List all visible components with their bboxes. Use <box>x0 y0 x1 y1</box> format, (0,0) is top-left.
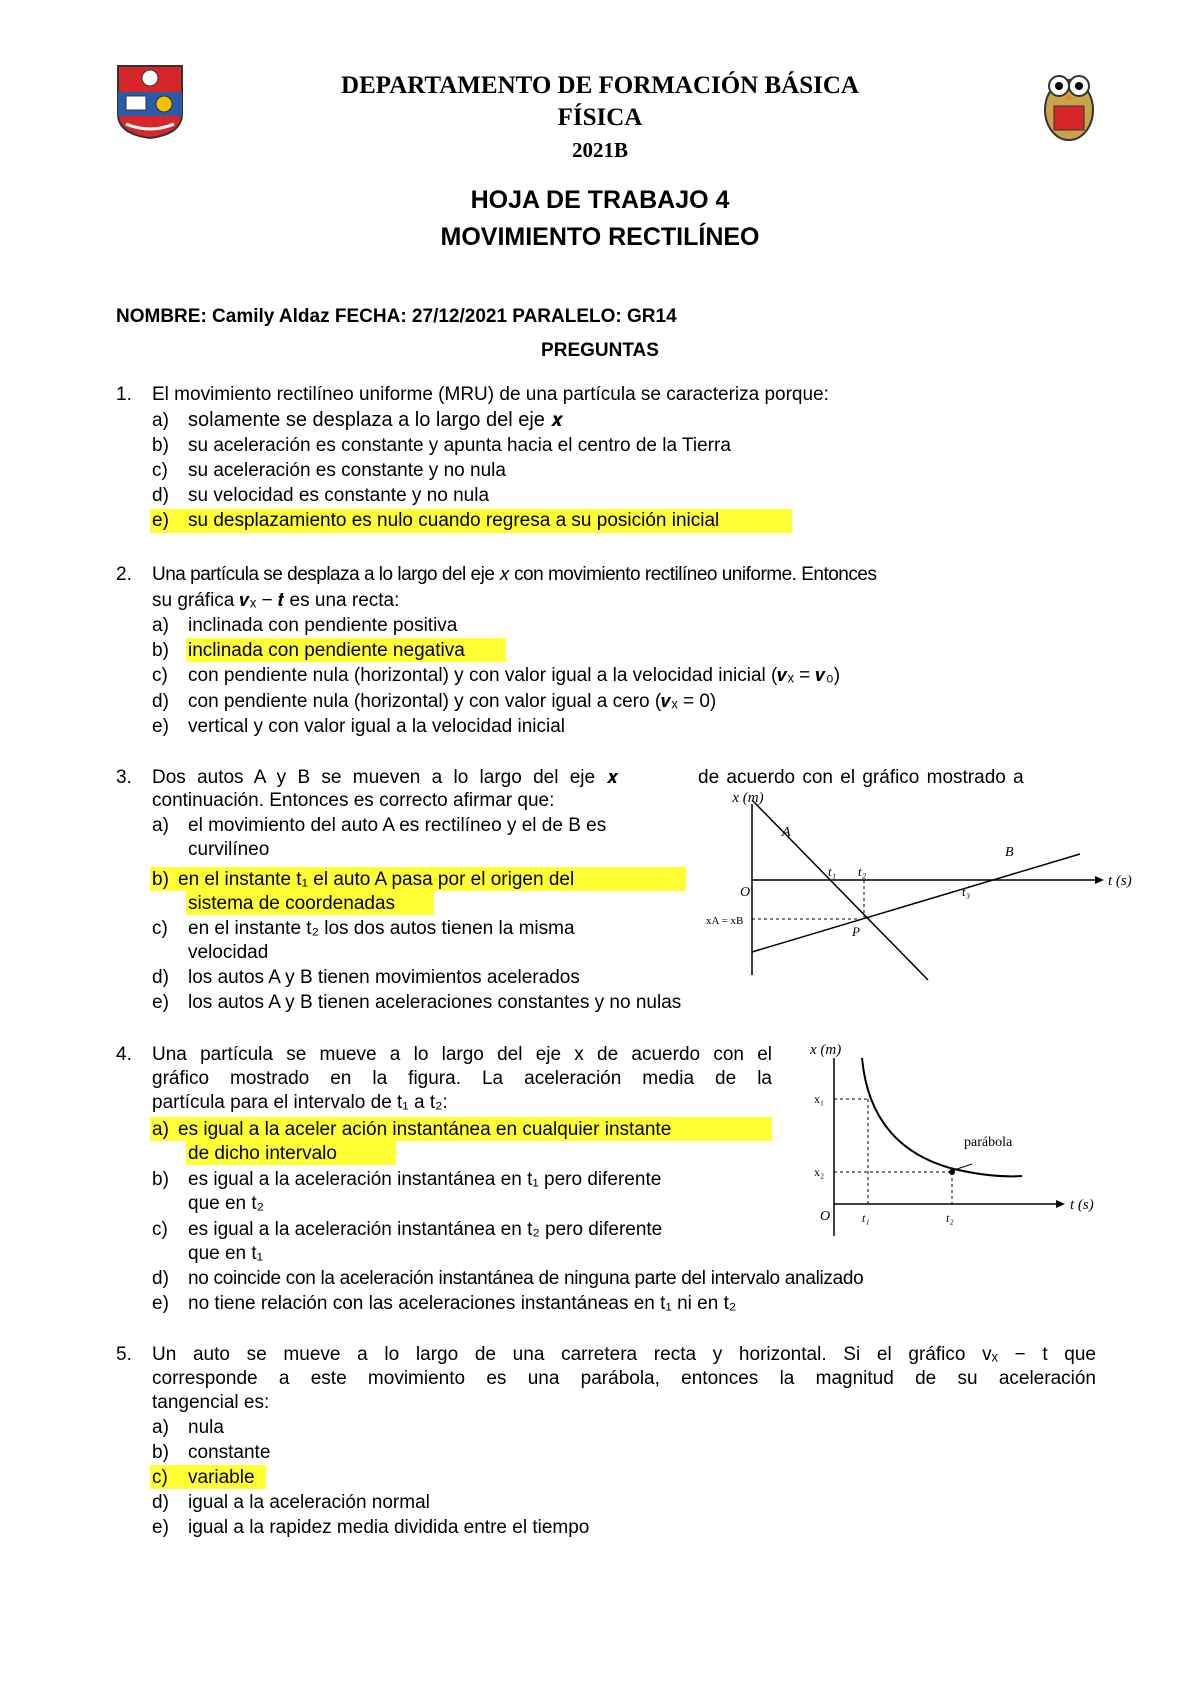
q3-option-d-label: d) <box>152 967 169 988</box>
q2-option-b-label: b) <box>152 640 169 661</box>
q3-line-b <box>752 854 1080 952</box>
q3-label-a: A <box>782 825 791 840</box>
q4-number: 4. <box>116 1044 132 1065</box>
section-heading: PREGUNTAS <box>541 340 659 361</box>
q4-option-c-label: c) <box>152 1219 168 1240</box>
q1-option-e: su desplazamiento es nulo cuando regresa a su posición inicial <box>188 510 720 531</box>
q3-line-a <box>752 800 928 980</box>
q3-text-line1b: de acuerdo con el gráfico mostrado a <box>698 767 1024 788</box>
q1-option-d-label: d) <box>152 485 169 506</box>
q4-option-a: es igual a la aceler ación instantánea en cualquier instante <box>178 1119 672 1140</box>
q1-option-e-label: e) <box>152 510 169 531</box>
q3-t2-label: t₂ <box>858 864 867 879</box>
q3-option-b: en el instante t₁ el auto A pasa por el origen del <box>178 869 575 890</box>
q3-option-c-cont: velocidad <box>188 942 269 963</box>
q2-text-line2: su gráfica 𝒗ₓ − 𝒕 es una recta: <box>152 590 400 611</box>
q4-option-b: es igual a la aceleración instantánea en t₁ pero diferente <box>188 1169 662 1190</box>
q3-option-b-label: b) <box>152 869 169 890</box>
q5-option-a: nula <box>188 1417 224 1438</box>
q3-origin-label: O <box>740 885 751 900</box>
subject-heading: FÍSICA <box>557 104 643 131</box>
q2-number: 2. <box>116 564 132 585</box>
q3-option-c: en el instante t₂ los dos autos tienen la misma <box>188 918 575 939</box>
q3-option-c-label: c) <box>152 918 168 939</box>
q4-text-line2: gráfico mostrado en la figura. La aceleración media de la <box>152 1068 772 1089</box>
q4-parabola-curve <box>862 1058 1022 1176</box>
q5-text-line2: corresponde a este movimiento es una parábola, entonces la magnitud de su aceleración <box>152 1368 1096 1389</box>
q3-option-b-cont: sistema de coordenadas <box>188 893 396 914</box>
q3-t3-label: t₃ <box>962 884 971 899</box>
q4-t1-label: t₁ <box>862 1211 870 1225</box>
q5-option-a-label: a) <box>152 1417 169 1438</box>
q2-option-c-label: c) <box>152 665 168 686</box>
q1-option-d: su velocidad es constante y no nula <box>188 485 490 506</box>
q3-option-a-cont: curvilíneo <box>188 839 270 860</box>
q5-option-b-label: b) <box>152 1442 169 1463</box>
q4-option-d: no coincide con la aceleración instantánea de ninguna parte del intervalo analizado <box>188 1268 864 1289</box>
q4-option-a-label: a) <box>152 1119 169 1140</box>
q4-option-c-cont: que en t₁ <box>188 1243 264 1264</box>
q3-t1-label: t₁ <box>828 864 837 879</box>
q2-option-b: inclinada con pendiente negativa <box>188 640 465 661</box>
q5-option-e-label: e) <box>152 1517 169 1538</box>
q1-number: 1. <box>116 384 132 405</box>
q3-text-line2: continuación. Entonces es correcto afirmar que: <box>152 790 555 811</box>
q3-number: 3. <box>116 767 132 788</box>
q5-option-c-label: c) <box>152 1467 168 1488</box>
q4-origin-label: O <box>820 1209 831 1224</box>
q5-number: 5. <box>116 1344 132 1365</box>
department-heading: DEPARTAMENTO DE FORMACIÓN BÁSICA <box>341 72 859 99</box>
q3-x-axis-label: t (s) <box>1108 873 1132 889</box>
q5-option-d: igual a la aceleración normal <box>188 1492 430 1513</box>
q4-option-b-cont: que en t₂ <box>188 1193 265 1214</box>
q5-option-d-label: d) <box>152 1492 169 1513</box>
q4-y-axis-label: x (m) <box>810 1042 842 1058</box>
q4-x2-label: x₂ <box>814 1165 825 1179</box>
q3-option-a: el movimiento del auto A es rectilíneo y el de B es <box>188 815 607 836</box>
q4-t2-label: t₂ <box>946 1211 954 1225</box>
q2-option-c: con pendiente nula (horizontal) y con valor igual a la velocidad inicial (𝒗ₓ = 𝒗₀) <box>188 665 841 686</box>
q4-option-c: es igual a la aceleración instantánea en t₂ pero diferente <box>188 1219 663 1240</box>
worksheet-subtitle: MOVIMIENTO RECTILÍNEO <box>440 223 760 251</box>
q2-option-e-label: e) <box>152 716 169 737</box>
q4-x-axis-arrow <box>1056 1200 1065 1208</box>
q4-curve-pointer <box>954 1164 972 1170</box>
q2-option-d-label: d) <box>152 691 169 712</box>
q1-text: El movimiento rectilíneo uniforme (MRU) de una partícula se caracteriza porque: <box>152 384 829 405</box>
q4-text-line1: Una partícula se mueve a lo largo del eje x de acuerdo con el <box>152 1044 772 1065</box>
q2-text-line1: Una partícula se desplaza a lo largo del eje 𝑥 con movimiento rectilíneo uniforme. Entonces <box>152 564 877 585</box>
q1-option-b-label: b) <box>152 435 169 456</box>
q2-option-d: con pendiente nula (horizontal) y con valor igual a cero (𝒗ₓ = 0) <box>188 691 717 712</box>
q5-option-e: igual a la rapidez media dividida entre el tiempo <box>188 1517 590 1538</box>
q3-option-a-label: a) <box>152 815 169 836</box>
q5-text-line1: Un auto se mueve a lo largo de una carretera recta y horizontal. Si el gráfico vₓ − t que <box>152 1344 1096 1365</box>
q5-option-b: constante <box>188 1442 271 1463</box>
q3-text-line1a: Dos autos A y B se mueven a lo largo del eje 𝒙 <box>152 767 619 788</box>
q3-xab-label: xA = xB <box>706 915 744 927</box>
q2-option-a-label: a) <box>152 615 169 636</box>
worksheet-title: HOJA DE TRABAJO 4 <box>470 186 730 214</box>
q2-option-a: inclinada con pendiente positiva <box>188 615 458 636</box>
q3-option-d: los autos A y B tienen movimientos acelerados <box>188 967 580 988</box>
q5-text-line3: tangencial es: <box>152 1392 270 1413</box>
q4-option-e: no tiene relación con las aceleraciones instantáneas en t₁ ni en t₂ <box>188 1293 737 1314</box>
q1-option-c-label: c) <box>152 460 168 481</box>
q3-option-e-label: e) <box>152 992 169 1013</box>
q4-option-d-label: d) <box>152 1268 169 1289</box>
q1-option-a: solamente se desplaza a lo largo del eje 𝒙 <box>188 409 564 431</box>
q4-option-a-cont: de dicho intervalo <box>188 1143 337 1164</box>
q1-option-b: su aceleración es constante y apunta hacia el centro de la Tierra <box>188 435 731 456</box>
q4-option-e-label: e) <box>152 1293 169 1314</box>
q4-x-axis-label: t (s) <box>1070 1197 1094 1213</box>
q3-label-b: B <box>1005 845 1014 860</box>
q3-position-time-graph <box>700 790 1132 980</box>
q3-y-axis-label: x (m) <box>732 790 764 806</box>
q4-option-b-label: b) <box>152 1169 169 1190</box>
q3-p-label: P <box>852 924 860 939</box>
q1-option-c: su aceleración es constante y no nula <box>188 460 506 481</box>
q2-option-e: vertical y con valor igual a la velocidad inicial <box>188 716 566 737</box>
q5-option-c: variable <box>188 1467 255 1488</box>
q4-x1-label: x₁ <box>814 1092 825 1106</box>
q1-option-a-label: a) <box>152 410 169 431</box>
term-heading: 2021B <box>571 138 628 162</box>
student-info: NOMBRE: Camily Aldaz FECHA: 27/12/2021 PARALELO: GR14 <box>116 306 677 327</box>
q4-text-line3: partícula para el intervalo de t₁ a t₂: <box>152 1092 448 1113</box>
q4-position-time-graph <box>800 1040 1120 1240</box>
q3-x-axis-arrow <box>1095 876 1104 884</box>
q4-parabola-label: parábola <box>964 1135 1013 1150</box>
q3-option-e: los autos A y B tienen aceleraciones constantes y no nulas <box>188 992 682 1013</box>
